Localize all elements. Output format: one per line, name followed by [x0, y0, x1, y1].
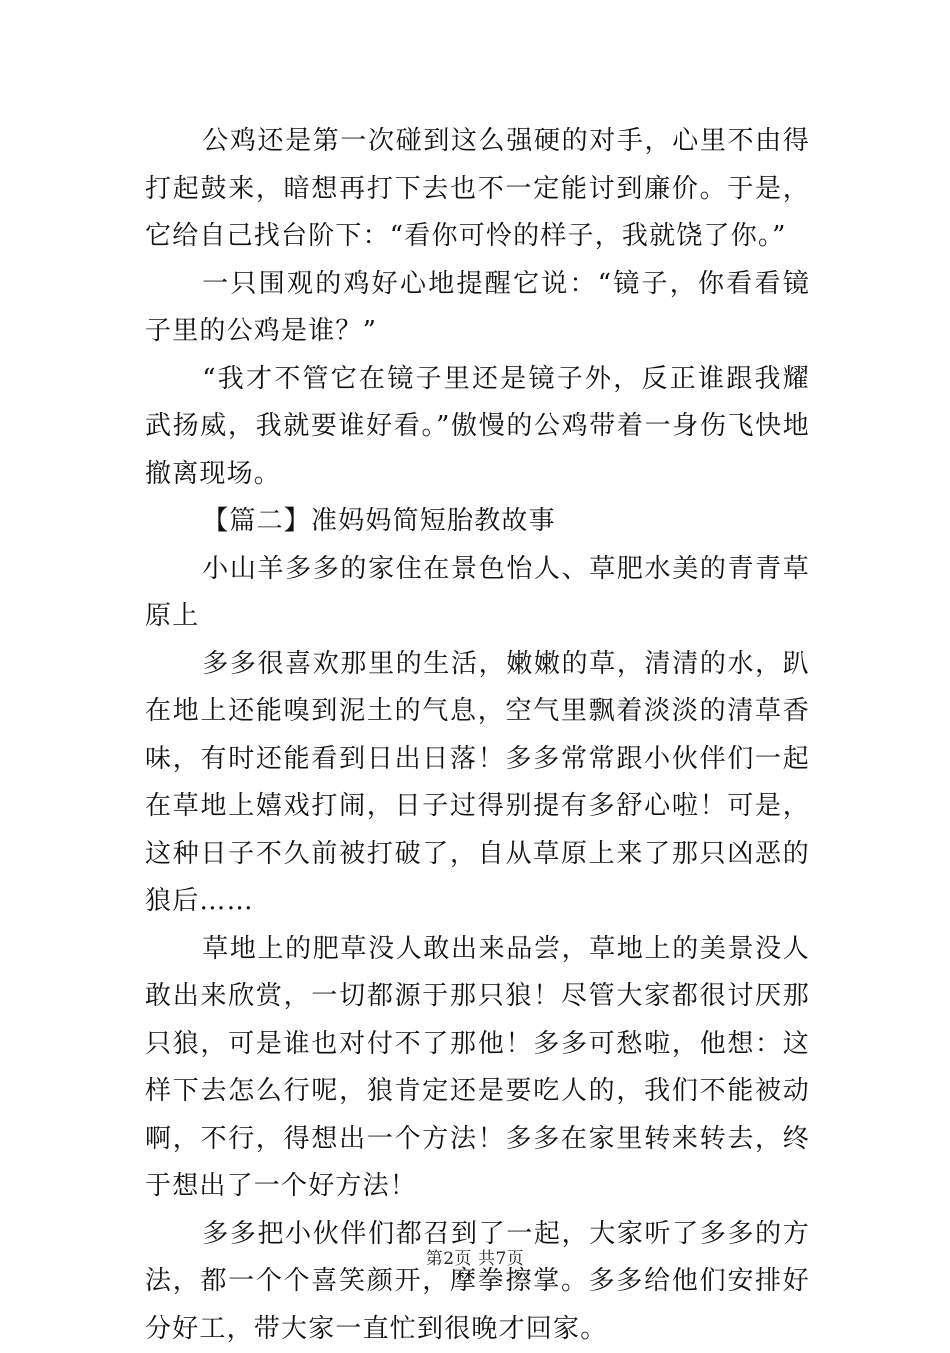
- paragraph: 小山羊多多的家住在景色怡人、草肥水美的青青草原上: [145, 546, 810, 641]
- document-body: [145, 118, 810, 1353]
- page-number-footer: 第2页 共7页: [0, 1244, 950, 1269]
- paragraph: 公鸡还是第一次碰到这么强硬的对手，心里不由得打起鼓来，暗想再打下去也不一定能讨到廉价。于是，它给自己找台阶下：“看你可怜的样子，我就饶了你。”: [145, 118, 810, 261]
- paragraph: 一只围观的鸡好心地提醒它说：“镜子，你看看镜子里的公鸡是谁？”: [145, 261, 810, 356]
- paragraph: “我才不管它在镜子里还是镜子外，反正谁跟我耀武扬威，我就要谁好看。”傲慢的公鸡带着一身伤飞快地撤离现场。: [145, 356, 810, 499]
- paragraph: 多多很喜欢那里的生活，嫩嫩的草，清清的水，趴在地上还能嗅到泥土的气息，空气里飘着淡淡的清草香味，有时还能看到日出日落！多多常常跟小伙伴们一起在草地上嬉戏打闹，日子过得别提有多舒心啦！可是，这种日子不久前被打破了，自从草原上来了那只凶恶的狼后……: [145, 641, 810, 926]
- paragraph: 多多把小伙伴们都召到了一起，大家听了多多的方法，都一个个喜笑颜开，摩拳擦掌。多多给他们安排好分好工，带大家一直忙到很晚才回家。: [145, 1211, 810, 1353]
- section-heading: 【篇二】准妈妈简短胎教故事: [145, 498, 810, 546]
- paragraph: 草地上的肥草没人敢出来品尝，草地上的美景没人敢出来欣赏，一切都源于那只狼！尽管大家都很讨厌那只狼，可是谁也对付不了那他！多多可愁啦，他想：这样下去怎么行呢，狼肯定还是要吃人的，我们不能被动啊，不行，得想出一个方法！多多在家里转来转去，终于想出了一个好方法！: [145, 926, 810, 1211]
